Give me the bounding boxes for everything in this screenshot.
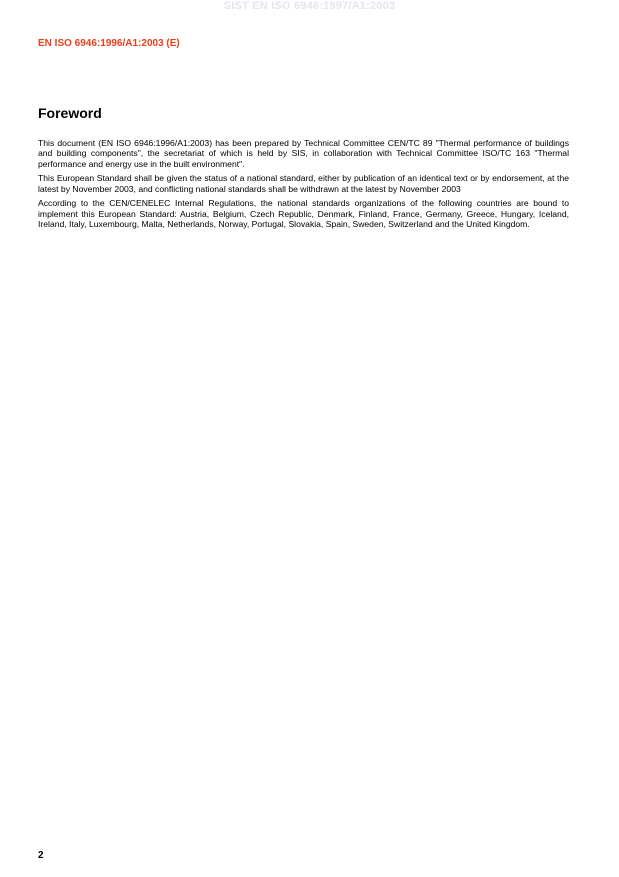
section-heading: Foreword <box>38 105 102 121</box>
foreword-paragraph-1: This document (EN ISO 6946:1996/A1:2003) has been prepared by Technical Committee CEN/TC 89 "Thermal performance of buildings and building components", the secretariat of which is held by SIS, in collaboration with Technical Committee ISO/TC 163 "Thermal performance and energy use in the built environment". <box>38 138 569 169</box>
foreword-body <box>38 138 569 234</box>
document-reference: EN ISO 6946:1996/A1:2003 (E) <box>38 38 180 49</box>
foreword-paragraph-2: This European Standard shall be given the status of a national standard, either by publication of an identical text or by endorsement, at the latest by November 2003, and conflicting national standards shall be withdrawn at the latest by November 2003 <box>38 173 569 194</box>
foreword-paragraph-3: According to the CEN/CENELEC Internal Regulations, the national standards organizations of the following countries are bound to implement this European Standard: Austria, Belgium, Czech Republic, Denmark, Finland, France, Germany, Greece, Hungary, Iceland, Ireland, Italy, Luxembourg, Malta, Netherlands, Norway, Portugal, Slovakia, Spain, Sweden, Switzerland and the United Kingdom. <box>38 198 569 230</box>
watermark-text: SIST EN ISO 6946:1997/A1:2003 <box>223 0 396 12</box>
page-number: 2 <box>38 850 44 861</box>
